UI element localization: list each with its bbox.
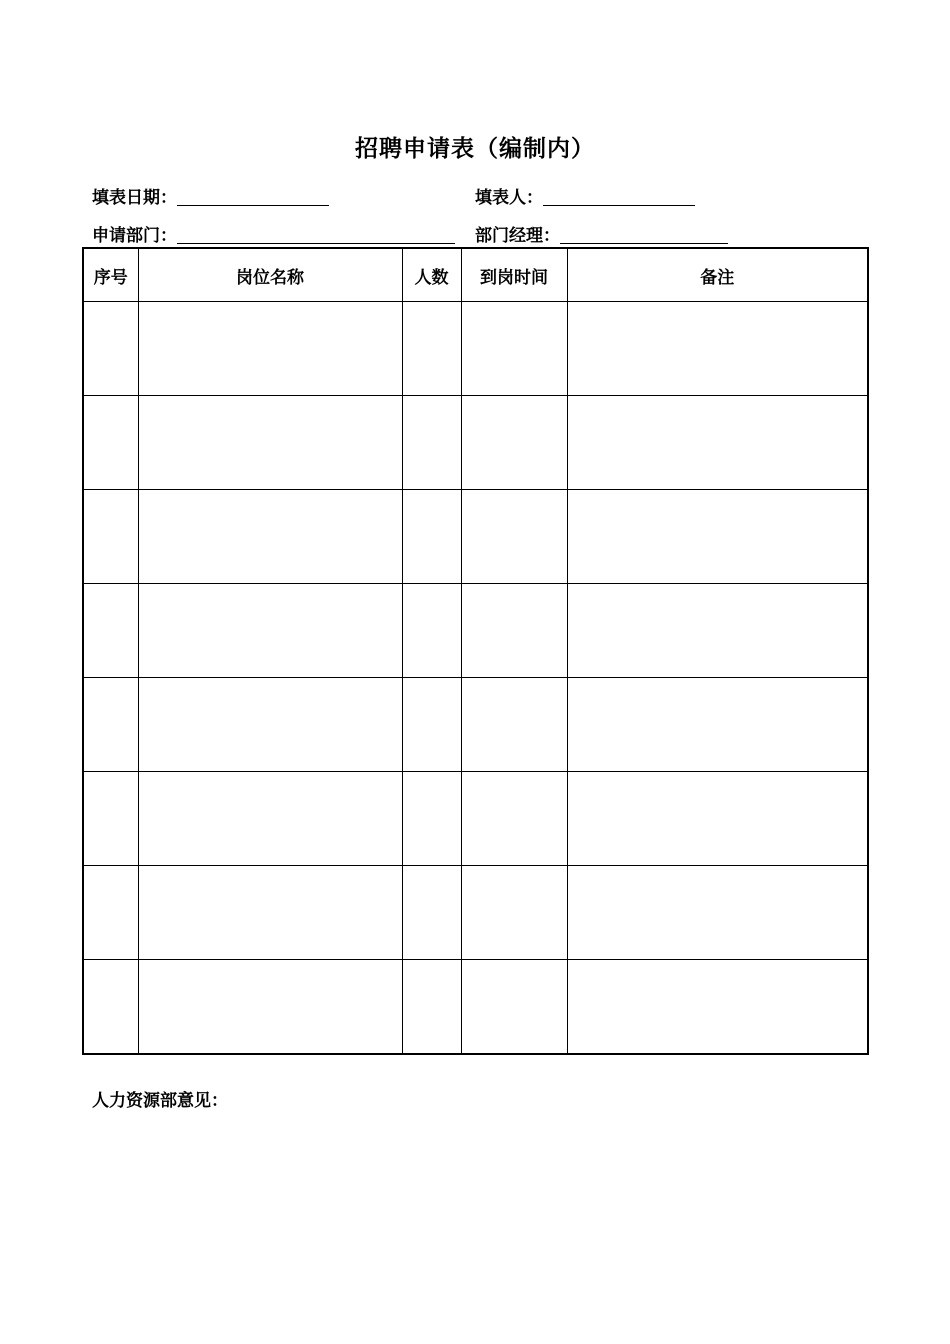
cell-serial[interactable] bbox=[83, 772, 138, 866]
cell-remarks[interactable] bbox=[567, 396, 868, 490]
cell-serial[interactable] bbox=[83, 584, 138, 678]
cell-position[interactable] bbox=[138, 866, 402, 960]
cell-headcount[interactable] bbox=[402, 302, 461, 396]
cell-headcount[interactable] bbox=[402, 678, 461, 772]
cell-headcount[interactable] bbox=[402, 866, 461, 960]
manager-field[interactable] bbox=[475, 222, 728, 246]
cell-remarks[interactable] bbox=[567, 960, 868, 1055]
cell-start-date[interactable] bbox=[461, 302, 567, 396]
cell-remarks[interactable] bbox=[567, 490, 868, 584]
table-row bbox=[83, 678, 868, 772]
cell-start-date[interactable] bbox=[461, 960, 567, 1055]
header-remarks: 备注 bbox=[567, 248, 868, 302]
cell-start-date[interactable] bbox=[461, 866, 567, 960]
fill-date-label: 填表日期： bbox=[92, 188, 177, 208]
department-field[interactable] bbox=[92, 222, 455, 246]
cell-remarks[interactable] bbox=[567, 584, 868, 678]
cell-position[interactable] bbox=[138, 302, 402, 396]
cell-remarks[interactable] bbox=[567, 772, 868, 866]
header-serial-number: 序号 bbox=[83, 248, 138, 302]
hr-opinion-label: 人力资源部意见： bbox=[92, 1091, 228, 1111]
table-row bbox=[83, 866, 868, 960]
manager-blank[interactable] bbox=[560, 242, 728, 244]
fill-date-field[interactable] bbox=[92, 184, 329, 208]
table-row bbox=[83, 302, 868, 396]
manager-label: 部门经理： bbox=[475, 226, 560, 246]
header-start-date: 到岗时间 bbox=[461, 248, 567, 302]
cell-position[interactable] bbox=[138, 584, 402, 678]
table-header-row bbox=[83, 248, 868, 302]
cell-headcount[interactable] bbox=[402, 960, 461, 1055]
cell-start-date[interactable] bbox=[461, 490, 567, 584]
table-row bbox=[83, 490, 868, 584]
filler-blank[interactable] bbox=[543, 204, 695, 206]
cell-start-date[interactable] bbox=[461, 584, 567, 678]
cell-serial[interactable] bbox=[83, 302, 138, 396]
cell-serial[interactable] bbox=[83, 866, 138, 960]
recruitment-table bbox=[82, 247, 869, 1055]
filler-field[interactable] bbox=[475, 184, 695, 208]
cell-headcount[interactable] bbox=[402, 584, 461, 678]
cell-remarks[interactable] bbox=[567, 866, 868, 960]
cell-headcount[interactable] bbox=[402, 396, 461, 490]
fill-date-blank[interactable] bbox=[177, 204, 329, 206]
cell-headcount[interactable] bbox=[402, 490, 461, 584]
header-position-name: 岗位名称 bbox=[138, 248, 402, 302]
cell-start-date[interactable] bbox=[461, 396, 567, 490]
cell-start-date[interactable] bbox=[461, 772, 567, 866]
cell-serial[interactable] bbox=[83, 490, 138, 584]
table-row bbox=[83, 396, 868, 490]
cell-remarks[interactable] bbox=[567, 302, 868, 396]
header-headcount: 人数 bbox=[402, 248, 461, 302]
filler-label: 填表人： bbox=[475, 188, 543, 208]
cell-position[interactable] bbox=[138, 490, 402, 584]
table-row bbox=[83, 772, 868, 866]
department-blank[interactable] bbox=[177, 242, 455, 244]
cell-serial[interactable] bbox=[83, 678, 138, 772]
cell-start-date[interactable] bbox=[461, 678, 567, 772]
cell-position[interactable] bbox=[138, 960, 402, 1055]
cell-position[interactable] bbox=[138, 772, 402, 866]
table-row bbox=[83, 584, 868, 678]
cell-serial[interactable] bbox=[83, 396, 138, 490]
cell-remarks[interactable] bbox=[567, 678, 868, 772]
form-title: 招聘申请表（编制内） bbox=[355, 136, 595, 162]
cell-position[interactable] bbox=[138, 396, 402, 490]
cell-position[interactable] bbox=[138, 678, 402, 772]
table-row bbox=[83, 960, 868, 1055]
cell-serial[interactable] bbox=[83, 960, 138, 1055]
cell-headcount[interactable] bbox=[402, 772, 461, 866]
department-label: 申请部门： bbox=[92, 226, 177, 246]
